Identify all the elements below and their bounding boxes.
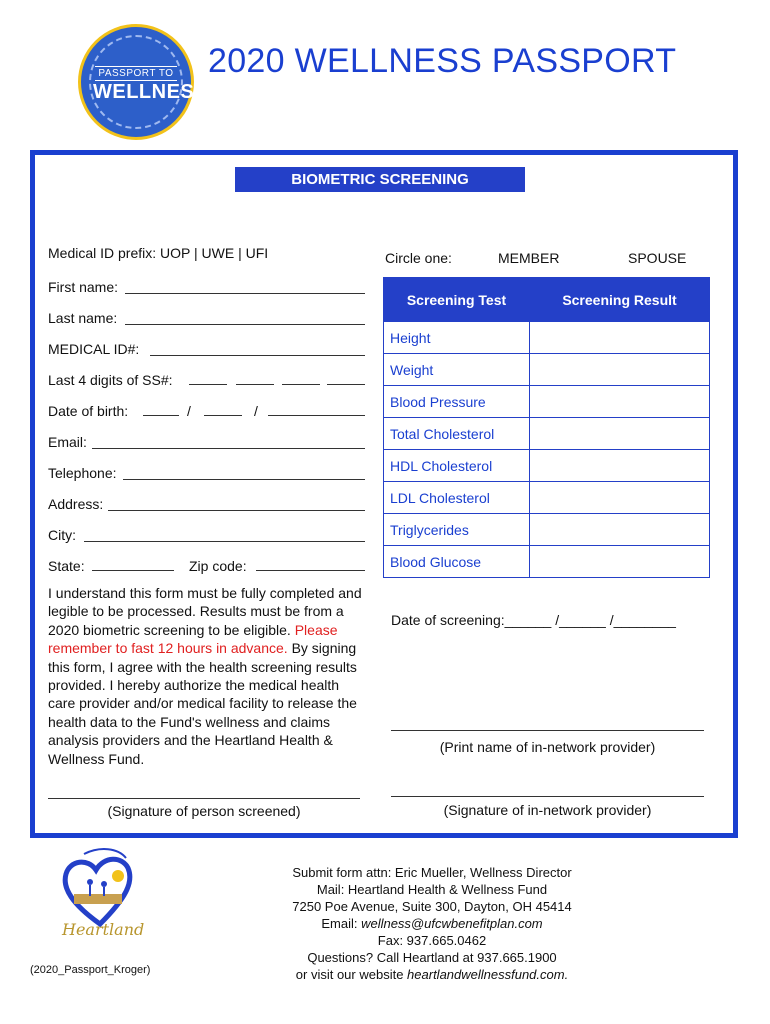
- test-name: HDL Cholesterol: [384, 450, 530, 482]
- table-row: [384, 322, 710, 354]
- logo-bottom-text: WELLNESS: [93, 81, 209, 103]
- email-label: Email:: [48, 434, 87, 450]
- footer-line: 7250 Poe Avenue, Suite 300, Dayton, OH 45414: [292, 899, 572, 914]
- state-field[interactable]: [92, 570, 174, 571]
- first-name-field[interactable]: [125, 293, 365, 294]
- dob-month-field[interactable]: [143, 415, 179, 416]
- dob-label: Date of birth:: [48, 403, 129, 419]
- table-row: [384, 546, 710, 578]
- result-cell[interactable]: [530, 514, 710, 546]
- medical-id-label: MEDICAL ID#:: [48, 341, 140, 357]
- address-field[interactable]: [108, 510, 365, 511]
- dob-separator: /: [254, 403, 258, 419]
- result-cell[interactable]: [530, 354, 710, 386]
- table-row: [384, 418, 710, 450]
- footer-line: [262, 915, 602, 932]
- circle-one-label: Circle one:: [385, 250, 452, 266]
- email-link[interactable]: wellness@ufcwbenefitplan.com: [361, 916, 543, 931]
- table-row: [384, 482, 710, 514]
- test-name: Weight: [384, 354, 530, 386]
- note-text: I understand this form must be fully completed and legible to be processed. Results must be from a 2020 biometric screening to be eligible.: [48, 585, 362, 638]
- state-label: State:: [48, 558, 85, 574]
- test-name: Blood Glucose: [384, 546, 530, 578]
- member-option[interactable]: MEMBER: [498, 250, 560, 266]
- result-cell[interactable]: [530, 546, 710, 578]
- test-name: Blood Pressure: [384, 386, 530, 418]
- header-screening-result: Screening Result: [530, 278, 710, 322]
- note-text: By signing this form, I agree with the health screening results provided. I hereby authorize the medical health care provider and/or medical facility to release the health data to the Fund's wellness and claims analysis providers and the Heartland Health & Wellness Fund.: [48, 640, 357, 767]
- ss-label: Last 4 digits of SS#:: [48, 372, 173, 388]
- consent-note: [48, 584, 368, 768]
- test-name: Total Cholesterol: [384, 418, 530, 450]
- dob-separator: /: [187, 403, 191, 419]
- fasting-reminder: Please remember to fast 12 hours in advance.: [48, 621, 338, 657]
- table-row: [384, 386, 710, 418]
- ss-digit-3[interactable]: [282, 384, 320, 385]
- page-title: 2020 WELLNESS PASSPORT: [208, 42, 677, 80]
- heartland-logo-text: Heartland: [62, 920, 145, 939]
- table-row: [384, 354, 710, 386]
- screening-table: [383, 277, 710, 578]
- ss-digit-1[interactable]: [189, 384, 227, 385]
- signature-person-line[interactable]: [48, 798, 360, 799]
- website-link[interactable]: heartlandwellnessfund.com.: [407, 967, 569, 982]
- dob-day-field[interactable]: [204, 415, 242, 416]
- address-label: Address:: [48, 496, 104, 512]
- submit-info: [262, 864, 602, 983]
- footer-line: Fax: 937.665.0462: [377, 933, 487, 948]
- test-name: Triglycerides: [384, 514, 530, 546]
- logo-top-text: PASSPORT TO: [95, 66, 176, 81]
- telephone-field[interactable]: [123, 479, 365, 480]
- print-provider-label: (Print name of in-network provider): [439, 739, 656, 755]
- table-row: [384, 514, 710, 546]
- footer-line: Mail: Heartland Health & Wellness Fund: [316, 882, 548, 897]
- zip-label: Zip code:: [189, 558, 247, 574]
- result-cell[interactable]: [530, 450, 710, 482]
- result-cell[interactable]: [530, 482, 710, 514]
- logo-text: [93, 63, 209, 103]
- city-field[interactable]: [84, 541, 365, 542]
- medical-id-field[interactable]: [150, 355, 365, 356]
- provider-name-line[interactable]: [391, 730, 704, 731]
- table-header-row: [384, 278, 710, 322]
- signature-provider-label: (Signature of in-network provider): [443, 802, 652, 818]
- first-name-label: First name:: [48, 279, 119, 295]
- section-title: BIOMETRIC SCREENING: [235, 167, 525, 192]
- website-prefix: or visit our website: [295, 967, 408, 982]
- telephone-label: Telephone:: [48, 465, 117, 481]
- email-field[interactable]: [92, 448, 365, 449]
- last-name-label: Last name:: [48, 310, 118, 326]
- city-label: City:: [48, 527, 76, 543]
- test-name: Height: [384, 322, 530, 354]
- footer-line: Questions? Call Heartland at 937.665.1900: [307, 950, 557, 965]
- spouse-option[interactable]: SPOUSE: [628, 250, 687, 266]
- ss-digit-4[interactable]: [327, 384, 365, 385]
- zip-field[interactable]: [256, 570, 365, 571]
- form-code: (2020_Passport_Kroger): [30, 964, 151, 976]
- last-name-field[interactable]: [125, 324, 365, 325]
- ss-digit-2[interactable]: [236, 384, 274, 385]
- result-cell[interactable]: [530, 418, 710, 450]
- provider-signature-line[interactable]: [391, 796, 704, 797]
- header-screening-test: Screening Test: [384, 278, 530, 322]
- footer-line: [262, 966, 602, 983]
- medical-prefix-label: Medical ID prefix: UOP | UWE | UFI: [48, 245, 269, 261]
- signature-person-label: (Signature of person screened): [107, 803, 301, 819]
- date-of-screening[interactable]: Date of screening:______ /______ /________: [391, 612, 676, 628]
- passport-logo: [78, 24, 209, 140]
- dob-year-field[interactable]: [268, 415, 365, 416]
- result-cell[interactable]: [530, 386, 710, 418]
- table-row: [384, 450, 710, 482]
- footer-line: Submit form attn: Eric Mueller, Wellness Director: [292, 865, 572, 880]
- test-name: LDL Cholesterol: [384, 482, 530, 514]
- email-prefix: Email:: [321, 916, 362, 931]
- result-cell[interactable]: [530, 322, 710, 354]
